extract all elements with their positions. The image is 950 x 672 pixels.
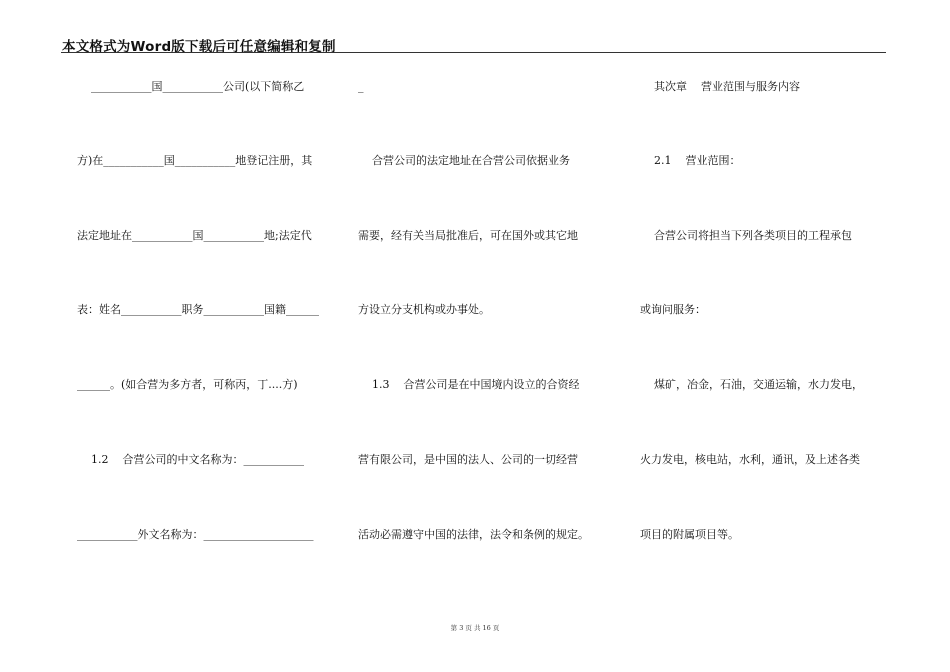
column-3-line-5: 煤矿，冶金，石油，交通运输，水力发电， [640,378,863,391]
header-divider [61,52,886,53]
column-3-line-2: 2.1 营业范围： [640,154,741,167]
column-2-line-1: _ [358,80,364,93]
column-2-line-5: 1.3 合营公司是在中国境内设立的合资经 [358,378,580,391]
column-1-line-3: 法定地址在___________国___________地;法定代 [77,229,312,242]
column-1-line-1: ___________国___________公司(以下简称乙 [77,80,305,93]
column-3-line-6: 火力发电，核电站，水利，通讯，及上述各类 [640,453,860,466]
column-1-line-2: 方)在___________国___________地登记注册，其 [77,154,313,167]
column-2-line-4: 方设立分支机构或办事处。 [358,303,490,316]
column-3-line-7: 项目的附属项目等。 [640,528,739,541]
page-number-footer: 第 3 页 共 16 页 [450,624,500,632]
column-3-line-1: 其次章 营业范围与服务内容 [640,80,800,93]
column-1-line-4: 表：姓名___________职务___________国籍______ [77,303,319,316]
column-1-line-6: 1.2 合营公司的中文名称为：___________ [77,453,304,466]
column-3-line-3: 合营公司将担当下列各类项目的工程承包 [640,229,852,242]
column-1-line-5: ______。(如合营为多方者，可称丙，丁....方) [77,378,298,391]
page-header-title: 本文格式为Word版下载后可任意编辑和复制 [62,39,336,55]
column-3-line-4: 或询问服务： [640,303,706,316]
column-2-line-7: 活动必需遵守中国的法律，法令和条例的规定。 [358,528,589,541]
column-2-line-2: 合营公司的法定地址在合营公司依据业务 [358,154,570,167]
column-2-line-6: 营有限公司，是中国的法人、公司的一切经营 [358,453,578,466]
column-2-line-3: 需要，经有关当局批准后，可在国外或其它地 [358,229,578,242]
column-1-line-7: ___________外文名称为：____________________ [77,528,314,541]
